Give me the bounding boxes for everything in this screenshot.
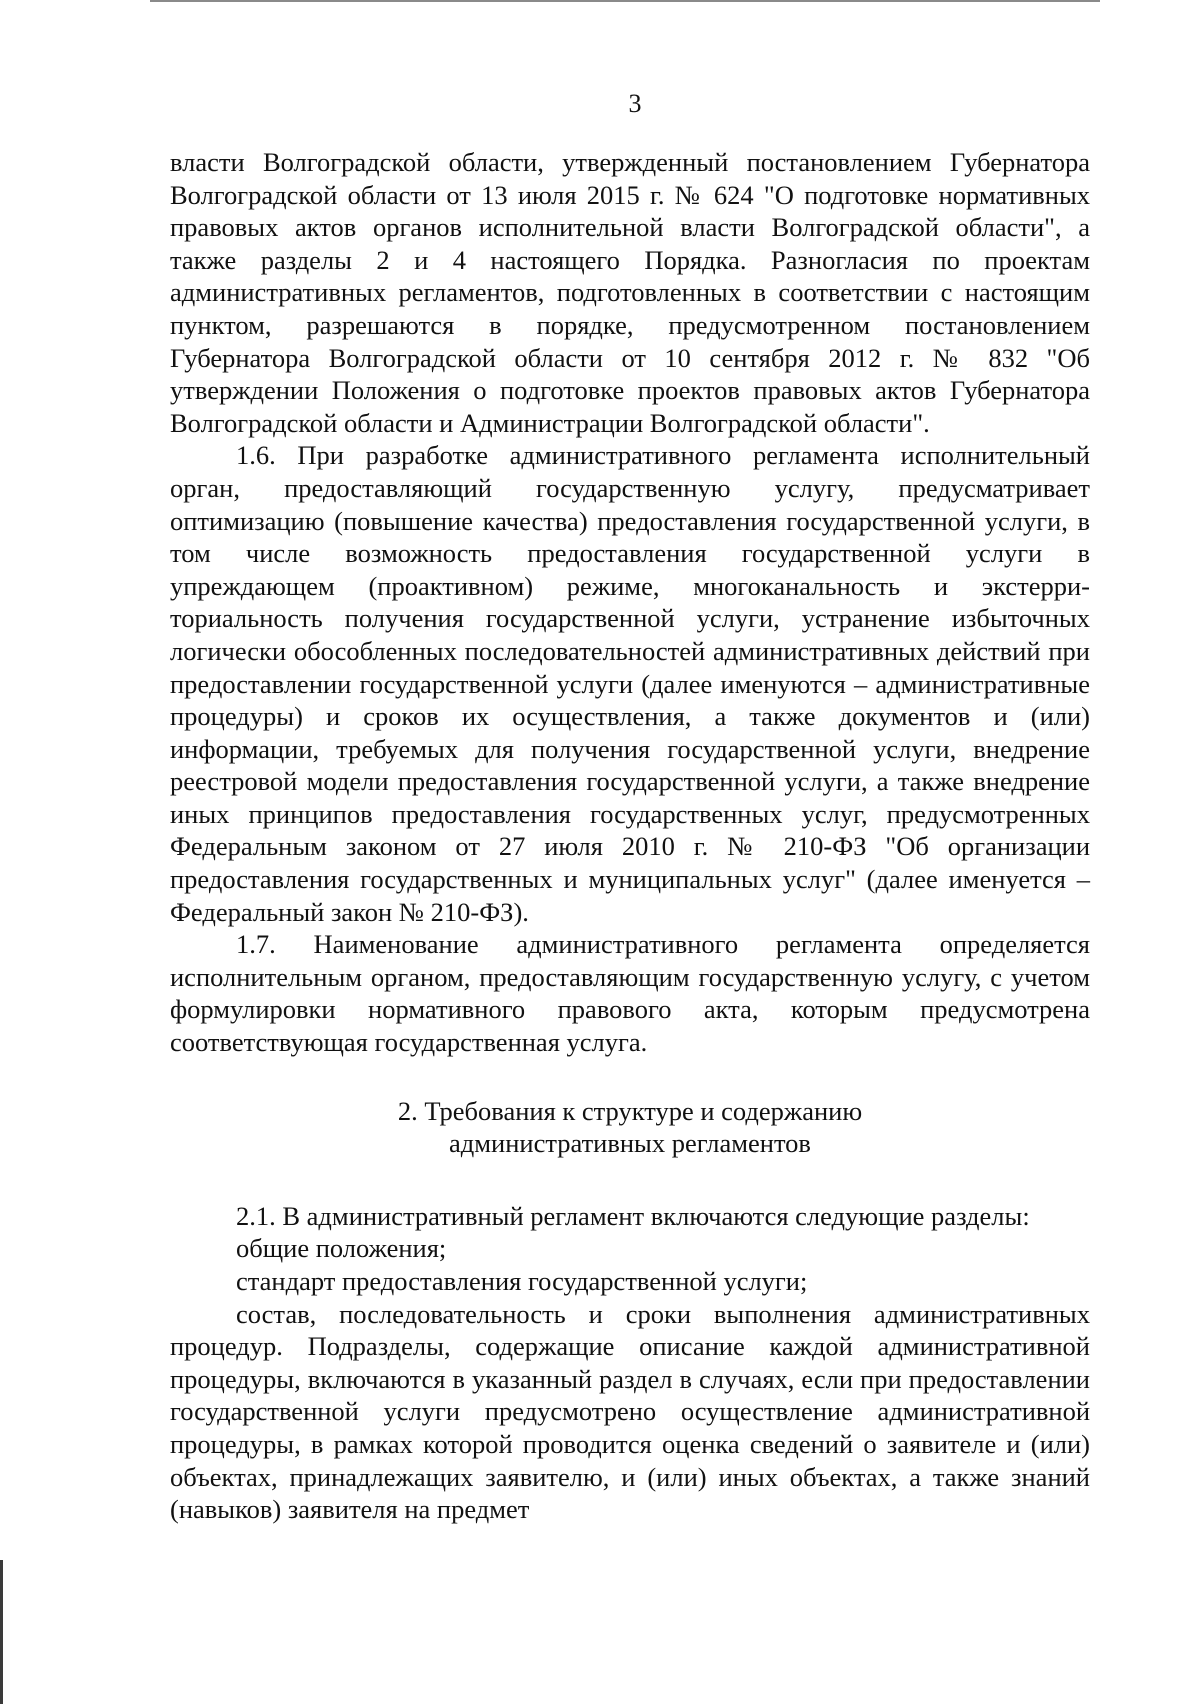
section-heading-line-2: административных регламентов xyxy=(449,1128,811,1159)
paragraph-1-7: 1.7. Наименование административного регламента определяется исполнительным органом, предоставляющим государственную услугу, с учетом формулировки нормативного правового акта, которым предусмотрена соответствующая государственная услуга. xyxy=(170,929,1090,1058)
paragraph-2-1: 2.1. В административный регламент включаются следующие разделы: xyxy=(236,1200,1030,1231)
section-heading xyxy=(170,1095,1090,1160)
scan-border-left xyxy=(0,1560,3,1704)
list-item-procedures: состав, последовательность и сроки выполнения административных процедур. Подразделы, содержащие описание каждой административной процедуры, включаются в указанный раздел в случаях, если при предоставлении государственной услуги предусмотрено осуществление административной процедуры, в рамках которой проводится оценка сведений о заявителе и (или) объектах, принадлежащих заявителю, и (или) иных объектах, а также знаний (навыков) заявителя на предмет xyxy=(170,1298,1090,1525)
list-item-service-standard: стандарт предоставления государственной услуги; xyxy=(236,1266,808,1296)
page-number: 3 xyxy=(628,89,642,118)
section-heading-line-1: 2. Требования к структуре и содержанию xyxy=(397,1095,863,1126)
scan-border-top xyxy=(150,0,1100,2)
paragraph-1-6: 1.6. При разработке административного регламента исполнительный орган, предоставляющий государственную услугу, предусматривает оптимизацию (повышение качества) предоставления государственной услуги, в том числе возможность предоставления государственной услуги в упреждающем (проактивном) режиме, многоканальность и экстерриториальность получения государственной услуги, устранение избыточных логически обособленных последовательностей административных действий при предоставлении государственной услуги (далее именуются – административные процедуры) и сроков их осуществления, а также документов и (или) информации, требуемых для получения государственной услуги, внедрение реестровой модели предоставления государственной услуги, а также внедрение иных принципов предоставления государственных услуг, предусмотренных Федеральным законом от 27 июля 2010 г. № 210-ФЗ "Об организации предоставления государственных и муниципальных услуг" (далее именуется – Федеральный закон № 210-ФЗ). xyxy=(170,440,1090,927)
document-body xyxy=(170,146,1090,1526)
paragraph-continuation: власти Волгоградской области, утвержденный постановлением Губернатора Волгоградской области от 13 июля 2015 г. № 624 "О подготовке нормативных правовых актов органов исполнительной власти Волгоградской области", а также разделы 2 и 4 настоящего Порядка. Разногласия по проектам административных регламентов, подготовленных в соответствии с настоящим пунктом, разрешаются в порядке, предусмотренном постановлением Губернатора Волгоградской области от 10 сентября 2012 г. № 832 "Об утверждении Положения о подготовке проектов правовых актов Губернатора Волгоградской области и Администрации Волгоградской области". xyxy=(170,147,1090,438)
list-item-general-provisions: общие положения; xyxy=(236,1233,447,1264)
